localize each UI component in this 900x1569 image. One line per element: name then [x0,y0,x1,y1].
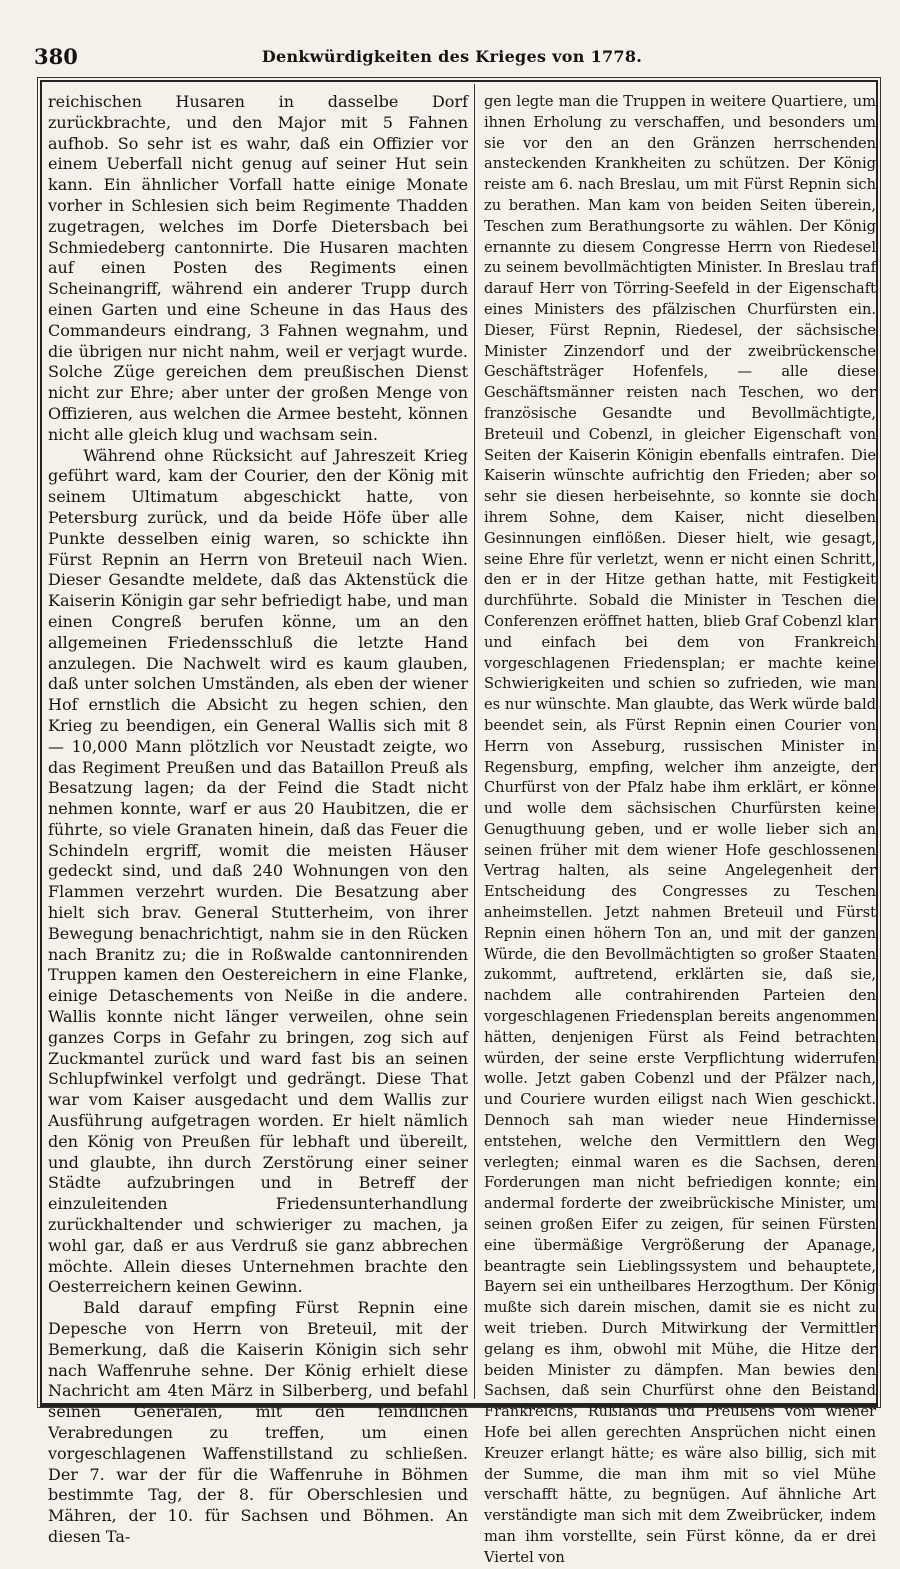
paragraph: reichischen Husaren in dasselbe Dorf zurückbrachte, und den Major mit 5 Fahnen aufhob. So sehr ist es wahr, daß ein Offizier vor einem Ueberfall nicht genug auf seiner Hut sein kann. Ein ähnlicher Vorfall hatte einige Monate vorher in Schlesien sich beim Regimente Thadden zugetragen, welches im Dorfe Dietersbach bei Schmiedeberg cantonnirte. Die Husaren machten auf einen Posten des Regiments einen Scheinangriff, während ein anderer Trupp durch einen Garten und eine Scheune in das Haus des Commandeurs eindrang, 3 Fahnen wegnahm, und die übrigen nur nicht nahm, weil er verjagt wurde. Solche Züge gereichen dem preußischen Dienst nicht zur Ehre; aber unter der großen Menge von Offizieren, aus welchen die Armee besteht, können nicht alle gleich klug und wachsam sein. [48,92,468,444]
paragraph: Während ohne Rücksicht auf Jahreszeit Krieg geführt ward, kam der Courier, den der König mit seinem Ultimatum abgeschickt hatte, von Petersburg zurück, und da beide Höfe über alle Punkte desselben einig waren, so schickte ihn Fürst Repnin an Herrn von Breteuil nach Wien. Dieser Gesandte meldete, daß das Aktenstück die Kaiserin Königin gar sehr befriedigt habe, und man einen Congreß berufen könne, um an den allgemeinen Friedensschluß die letzte Hand anzulegen. Die Nachwelt wird es kaum glauben, daß unter solchen Umständen, als eben der wiener Hof ernstlich die Absicht zu hegen schien, den Krieg zu beendigen, ein General Wallis sich mit 8 — 10,000 Mann plötzlich vor Neustadt zeigte, wo das Regiment Preußen und das Bataillon Preuß als Besatzung lagen; da der Feind die Stadt nicht nehmen konnte, warf er aus 20 Haubitzen, die er führte, so viele Granaten hinein, daß das Feuer die Schindeln ergriff, womit die meisten Häuser gedeckt sind, und daß 240 Wohnungen von den Flammen verzehrt wurden. Die Besatzung aber hielt sich brav. General Stutterheim, von ihrer Bewegung benachrichtigt, nahm sie in den Rücken nach Branitz zu; die in Roßwalde cantonnirenden Truppen kamen den Oestereichern in eine Flanke, einige Detaschements von Neiße in die andere. Wallis konnte nicht länger verweilen, ohne sein ganzes Corps in Gefahr zu bringen, zog sich auf Zuckmantel zurück und ward fast bis an seinen Schlupfwinkel verfolgt und gedrängt. Diese That war vom Kaiser ausgedacht und dem Wallis zur Ausführung aufgetragen worden. Er hielt nämlich den König von Preußen für lebhaft und übereilt, und glaubte, ihn durch Zerstörung einer seiner Städte aufzubringen und in Betreff der einzuleitenden Friedensunterhandlung zurückhaltender und schwieriger zu machen, ja wohl gar, daß er aus Verdruß sie ganz abbrechen möchte. Allein dieses Unternehmen brachte den Oesterreichern keinen Gewinn. [48,445,468,1297]
paragraph: Bald darauf empfing Fürst Repnin eine Depesche von Herrn von Breteuil, mit der Bemerkung, daß die Kaiserin Königin sich sehr nach Waffenruhe sehne. Der König erhielt diese Nachricht am 4ten März in Silberberg, und befahl seinen Generalen, mit den feindlichen Verabredungen zu treffen, um einen vorgeschlagenen Waffenstillstand zu schließen. Der 7. war der für die Waffenruhe in Böhmen bestimmte Tag, der 8. für Oberschlesien und Mähren, der 10. für Sachsen und Böhmen. An diesen Ta- [48,1298,468,1546]
paragraph: gen legte man die Truppen in weitere Quartiere, um ihnen Erholung zu verschaffen, und besonders um sie vor den an den Gränzen herrschenden ansteckenden Krankheiten zu schützen. Der König reiste am 6. nach Breslau, um mit Fürst Repnin sich zu berathen. Man kam von beiden Seiten überein, Teschen zum Berathungsorte zu wählen. Der König ernannte zu diesem Congresse Herrn von Riedesel zu seinem bevollmächtigten Minister. In Breslau traf darauf Herr von Törring-Seefeld in der Eigenschaft eines Ministers des pfälzischen Churfürsten ein. Dieser, Fürst Repnin, Riedesel, der sächsische Minister Zinzendorf und der zweibrückensche Geschäftsträger Hofenfels, — alle diese Geschäftsmänner reisten nach Teschen, wo der französische Gesandte und Bevollmächtigte, Breteuil und Cobenzl, in gleicher Eigenschaft von Seiten der Kaiserin Königin ebenfalls eintrafen. Die Kaiserin wünschte aufrichtig den Frieden; aber so sehr sie diesen herbeisehnte, so konnte sie doch ihrem Sohne, dem Kaiser, nicht dieselben Gesinnungen einflößen. Dieser hielt, wie gesagt, seine Ehre für verletzt, wenn er nicht einen Schritt, den er in der Hitze gethan hatte, mit Festigkeit durchführte. Sobald die Minister in Teschen die Conferenzen eröffnet hatten, blieb Graf Cobenzl klar und einfach bei dem von Frankreich vorgeschlagenen Friedensplan; er machte keine Schwierigkeiten und schien so zufrieden, wie man es nur wünschte. Man glaubte, das Werk würde bald beendet sein, als Fürst Repnin einen Courier von Herrn von Asseburg, russischen Minister in Regensburg, empfing, welcher ihm anzeigte, der Churfürst von der Pfalz habe ihm erklärt, er könne und wolle dem sächsischen Churfürsten keine Genugthuung geben, und er wolle lieber sich an seinen früher mit dem wiener Hofe geschlossenen Vertrag halten, als seine Angelegenheit der Entscheidung des Congresses zu Teschen anheimstellen. Jetzt nahmen Breteuil und Fürst Repnin einen höhern Ton an, und mit der ganzen Würde, die den Bevollmächtigten so großer Staaten zukommt, auftretend, erklärten sie, daß sie, nachdem alle contrahirenden Parteien den vorgeschlagenen Friedensplan bereits angenommen hätten, denjenigen Fürst als Feind betrachten würden, der seine erste Verpflichtung widerrufen wolle. Jetzt gaben Cobenzl und der Pfälzer nach, und Couriere wurden eiligst nach Wien geschickt. Dennoch sah man wieder neue Hindernisse entstehen, welche den Vermittlern den Weg verlegten; einmal waren es die Sachsen, deren Forderungen man nicht befriedigen konnte; ein andermal forderte der zweibrückische Minister, um seinen großen Eifer zu zeigen, für seinen Fürsten eine übermäßige Vergrößerung der Apanage, beantragte sein Lieblingssystem und behauptete, Bayern sei ein untheilbares Herzogthum. Der König mußte sich darein mischen, damit sie es nicht zu weit trieben. Durch Mitwirkung der Vermittler gelang es ihm, obwohl mit Mühe, die Hitze der beiden Minister zu dämpfen. Man bewies den Sachsen, daß sein Churfürst ohne den Beistand Frankreichs, Rußlands und Preußens vom wiener Hofe bei allen gerechten Ansprüchen nicht einen Kreuzer erlangt hätte; es wäre also billig, sich mit der Summe, die man ihm mit so viel Mühe verschafft hätte, zu begnügen. Auf ähnliche Art verständigte man sich mit dem Zweibrücker, indem man ihm vorstellte, sein Fürst könne, da er drei Viertel von [484,93,876,1566]
page-header [34,44,870,74]
right-column [484,92,876,1566]
left-column [48,92,468,1546]
page-number: 380 [34,44,78,69]
column-divider [474,84,475,1399]
bottom-rule [40,1404,878,1407]
running-title: Denkwürdigkeiten des Krieges von 1778. [261,47,643,66]
